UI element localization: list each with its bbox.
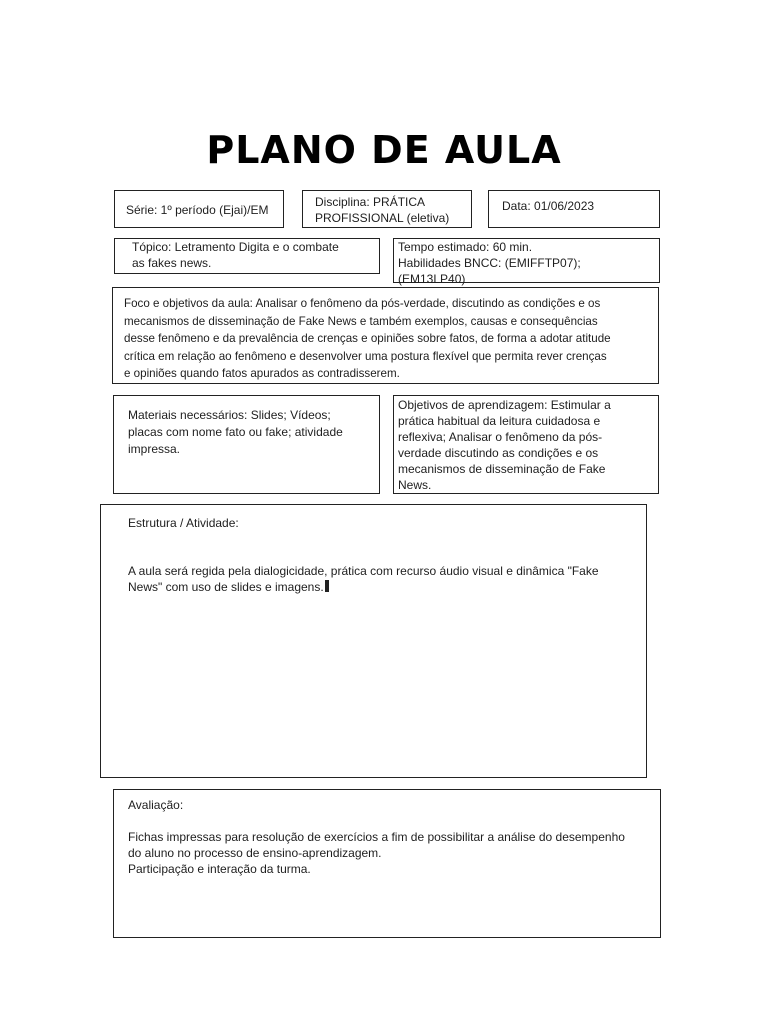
- text-cursor-icon: [325, 580, 329, 592]
- objetivos-line: mecanismos de disseminação de Fake: [398, 462, 606, 476]
- foco-line: e opiniões quando fatos apurados as contradisserem.: [124, 367, 400, 380]
- serie-box: [114, 190, 284, 228]
- avaliacao-line-1: Fichas impressas para resolução de exercícios a fim de possibilitar a análise do desempenho: [128, 830, 625, 844]
- materiais-line: placas com nome fato ou fake; atividade: [128, 425, 343, 439]
- disciplina-line-1: Disciplina: PRÁTICA: [315, 195, 426, 209]
- foco-line: crítica em relação ao fenômeno e desenvolver uma postura flexível que permita rever crenças: [124, 349, 607, 363]
- objetivos-box: [393, 395, 659, 494]
- tempo-box: [393, 238, 660, 286]
- avaliacao-box: [113, 789, 661, 938]
- topico-line-1: Tópico: Letramento Digita e o combate: [132, 240, 339, 254]
- serie-text: Série: 1º período (Ejai)/EM: [126, 203, 269, 217]
- estrutura-heading: Estrutura / Atividade:: [128, 516, 239, 530]
- foco-line: Foco e objetivos da aula: Analisar o fenômeno da pós-verdade, discutindo as condições e os: [124, 297, 601, 310]
- topico-box: [114, 238, 380, 274]
- estrutura-box: [100, 504, 647, 778]
- materiais-box: [113, 395, 380, 494]
- disciplina-box: [302, 190, 472, 228]
- avaliacao-line-2: do aluno no processo de ensino-aprendizagem.: [128, 846, 382, 860]
- tempo-line-2: Habilidades BNCC: (EMIFFTP07);: [398, 256, 581, 270]
- objetivos-line: reflexiva; Analisar o fenômeno da pós-: [398, 430, 603, 444]
- topico-line-2: as fakes news.: [132, 256, 212, 270]
- disciplina-line-2: PROFISSIONAL (eletiva): [315, 211, 450, 225]
- estrutura-line-1: A aula será regida pela dialogicidade, prática com recurso áudio visual e dinâmica "Fake: [128, 564, 599, 578]
- objetivos-line: verdade discutindo as condições e os: [398, 446, 599, 460]
- tempo-line-3: (EM13LP40): [398, 272, 466, 286]
- materiais-line: impressa.: [128, 442, 181, 456]
- foco-box: [112, 287, 659, 384]
- page-title: PLANO DE AULA: [206, 128, 562, 172]
- objetivos-line: prática habitual da leitura cuidadosa e: [398, 414, 601, 428]
- estrutura-line-2: News" com uso de slides e imagens.: [128, 580, 324, 594]
- data-box: [488, 190, 660, 228]
- avaliacao-heading: Avaliação:: [128, 798, 184, 812]
- data-text: Data: 01/06/2023: [502, 199, 595, 213]
- foco-line: mecanismos de disseminação de Fake News e também exemplos, causas e consequências: [124, 314, 598, 328]
- materiais-line: Materiais necessários: Slides; Vídeos;: [128, 408, 331, 422]
- objetivos-line: Objetivos de aprendizagem: Estimular a: [398, 398, 611, 412]
- tempo-line-1: Tempo estimado: 60 min.: [398, 240, 533, 254]
- foco-line: desse fenômeno e da prevalência de crenças e opiniões sobre fatos, de forma a adotar atitude: [124, 332, 611, 345]
- objetivos-line: News.: [398, 478, 432, 492]
- avaliacao-line-3: Participação e interação da turma.: [128, 862, 311, 876]
